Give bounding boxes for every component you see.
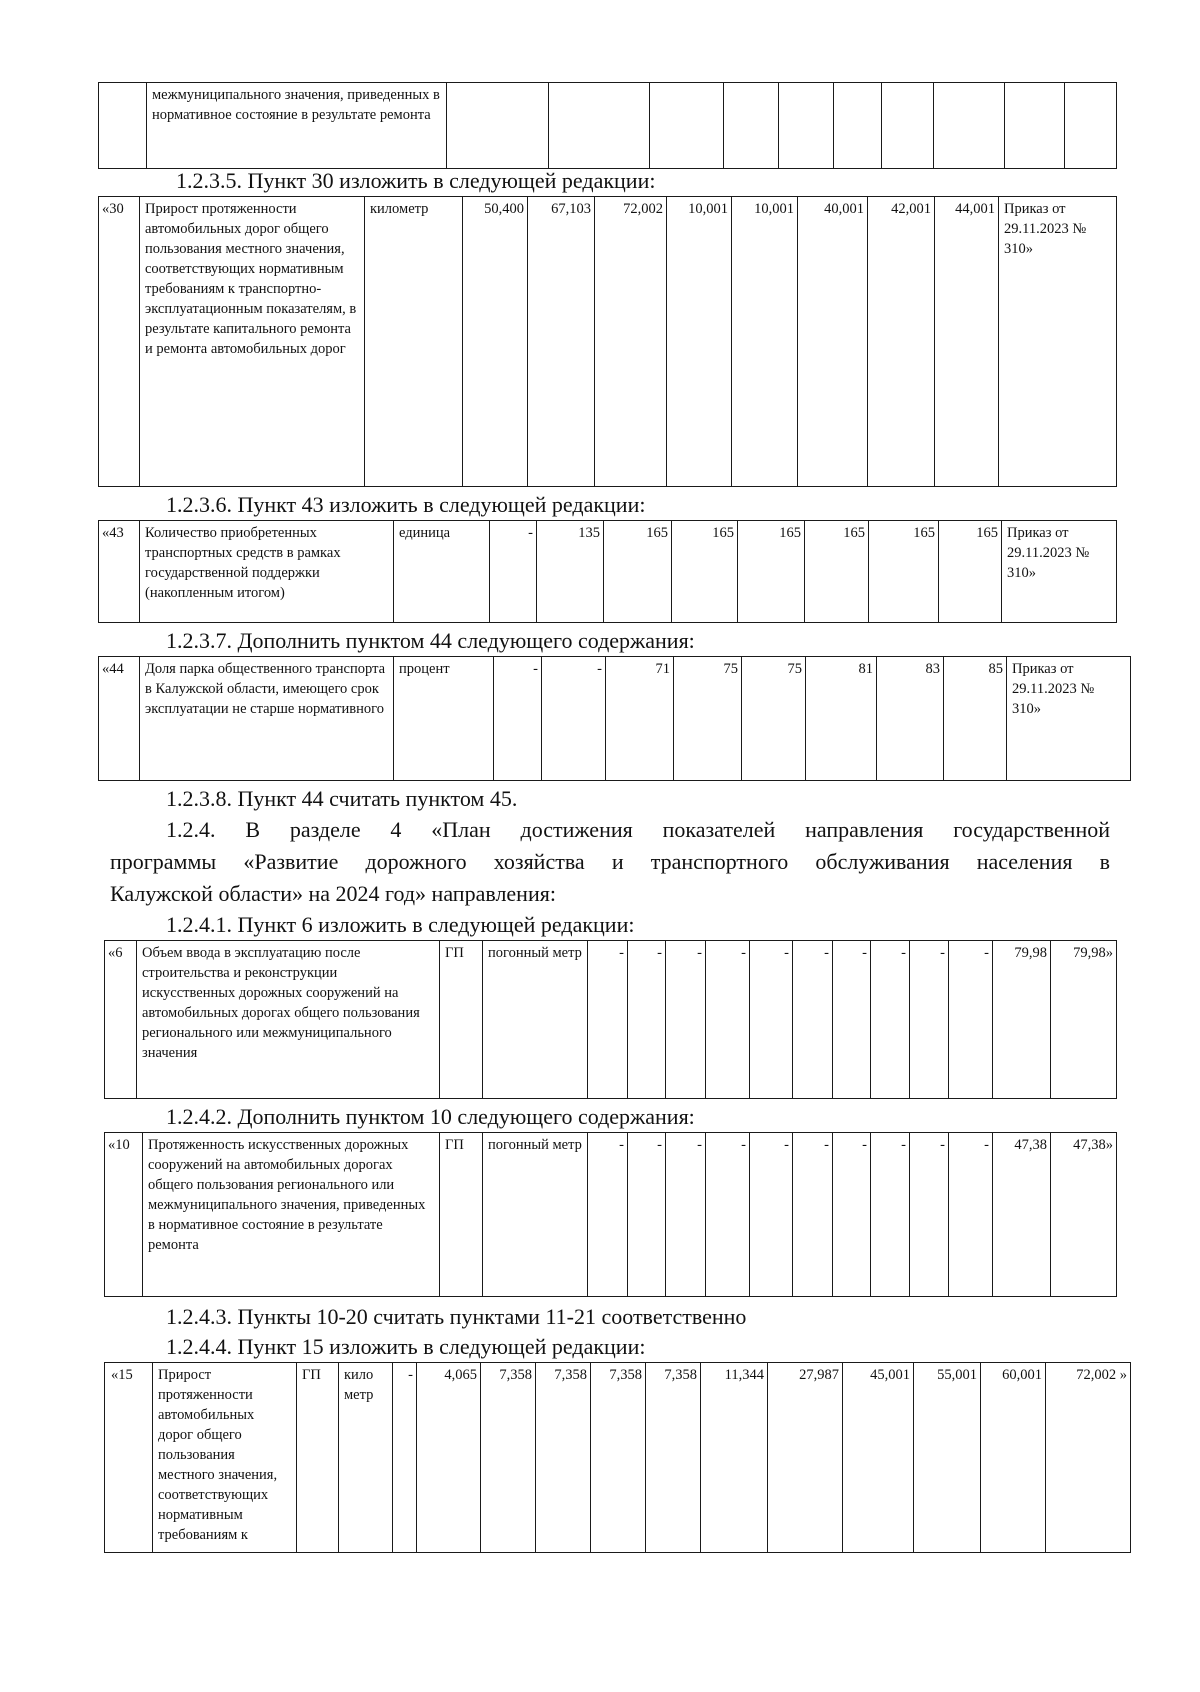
cell-basis: Приказ от 29.11.2023 № 310» xyxy=(1002,521,1117,623)
cell-value: 85 xyxy=(944,657,1007,781)
table-row xyxy=(105,1363,1131,1553)
cell-unit: кило метр xyxy=(339,1363,393,1553)
cell xyxy=(934,83,1005,169)
cell-value: 4,065 xyxy=(417,1363,481,1553)
cell-level: ГП xyxy=(297,1363,339,1553)
cell-value: 10,001 xyxy=(732,197,798,487)
cell-value: - xyxy=(949,941,993,1099)
cell xyxy=(1005,83,1065,169)
cell-value: - xyxy=(628,941,666,1099)
cell-index: «15 xyxy=(105,1363,153,1553)
section-heading: 1.2.3.5. Пункт 30 изложить в следующей редакции: xyxy=(176,168,656,193)
cell-value: 81 xyxy=(806,657,877,781)
cell-value: 79,98 xyxy=(993,941,1051,1099)
cell-value: 165 xyxy=(672,521,738,623)
cell-value: - xyxy=(833,1133,871,1297)
cell-value: 165 xyxy=(939,521,1002,623)
cell-value: 7,358 xyxy=(646,1363,701,1553)
cell-value: 7,358 xyxy=(591,1363,646,1553)
cell-unit: погонный метр xyxy=(483,941,588,1099)
cell xyxy=(549,83,650,169)
paragraph-line: программы «Развитие дорожного хозяйства и транспортного обслуживания населения в xyxy=(110,849,1110,874)
cell-value: 47,38» xyxy=(1051,1133,1117,1297)
cell-value: - xyxy=(588,941,628,1099)
cell xyxy=(882,83,934,169)
paragraph-line: 1.2.4. В разделе 4 «План достижения показателей направления государственной xyxy=(166,817,1110,842)
cell-value: 7,358 xyxy=(481,1363,536,1553)
table-item-43 xyxy=(98,520,1117,623)
section-heading: 1.2.3.7. Дополнить пунктом 44 следующего содержания: xyxy=(166,628,695,653)
cell-value: - xyxy=(666,1133,706,1297)
section-heading: 1.2.4.1. Пункт 6 изложить в следующей редакции: xyxy=(166,912,635,937)
cell-level: ГП xyxy=(440,941,483,1099)
cell-value: - xyxy=(666,941,706,1099)
cell-value: 11,344 xyxy=(701,1363,768,1553)
paragraph-line: Калужской области» на 2024 год» направления: xyxy=(110,881,556,906)
section-heading: 1.2.3.8. Пункт 44 считать пунктом 45. xyxy=(166,786,518,811)
table-row xyxy=(99,657,1131,781)
cell-value: - xyxy=(628,1133,666,1297)
cell-value: 40,001 xyxy=(798,197,868,487)
table-row xyxy=(105,1133,1117,1297)
cell xyxy=(779,83,834,169)
cell-index: «30 xyxy=(99,197,140,487)
cell-value: - xyxy=(793,1133,833,1297)
cell-value: - xyxy=(750,941,793,1099)
cell-value: - xyxy=(871,1133,910,1297)
cell-unit: погонный метр xyxy=(483,1133,588,1297)
cell-index: «43 xyxy=(99,521,140,623)
cell-value: 67,103 xyxy=(528,197,595,487)
cell-indicator: межмуниципального значения, приведенных в нормативное состояние в результате ремонта xyxy=(147,83,447,169)
cell-value: - xyxy=(871,941,910,1099)
table-continuation xyxy=(98,82,1117,169)
cell-value: - xyxy=(750,1133,793,1297)
cell-indicator: Прирост протяженности автомобильных дорог общего пользования местного значения, соответствующих нормативным требованиям к xyxy=(153,1363,297,1553)
table-row xyxy=(99,83,1117,169)
section-heading: 1.2.4.3. Пункты 10-20 считать пунктами 11-21 соответственно xyxy=(166,1304,747,1329)
cell xyxy=(724,83,779,169)
cell-value: 42,001 xyxy=(868,197,935,487)
cell-value: - xyxy=(588,1133,628,1297)
cell-value: 71 xyxy=(606,657,674,781)
section-heading: 1.2.4.2. Дополнить пунктом 10 следующего содержания: xyxy=(166,1104,695,1129)
section-heading: 1.2.4.4. Пункт 15 изложить в следующей редакции: xyxy=(166,1334,646,1359)
cell-indicator: Доля парка общественного транспорта в Калужской области, имеющего срок эксплуатации не старше нормативного xyxy=(140,657,394,781)
cell-value: - xyxy=(833,941,871,1099)
cell-indicator: Прирост протяженности автомобильных дорог общего пользования местного значения, соответствующих нормативным требованиям к транспортно-эксплуатационным показателям, в результате капитального ремонта и ремонта автомобильных дорог xyxy=(140,197,365,487)
cell-basis: Приказ от 29.11.2023 № 310» xyxy=(1007,657,1131,781)
cell xyxy=(650,83,724,169)
cell-value: - xyxy=(542,657,606,781)
table-row xyxy=(99,521,1117,623)
cell-value: 55,001 xyxy=(914,1363,981,1553)
cell-value: 165 xyxy=(604,521,672,623)
cell-value: 27,987 xyxy=(768,1363,843,1553)
cell-indicator: Количество приобретенных транспортных средств в рамках государственной поддержки (накопленным итогом) xyxy=(140,521,394,623)
cell-value: - xyxy=(793,941,833,1099)
table-item-15 xyxy=(104,1362,1131,1553)
cell-indicator: Протяженность искусственных дорожных сооружений на автомобильных дорогах общего пользования регионального или межмуниципального значения, приведенных в нормативное состояние в результате ремонта xyxy=(143,1133,440,1297)
cell-value: 165 xyxy=(805,521,869,623)
cell-value: 75 xyxy=(742,657,806,781)
table-item-44 xyxy=(98,656,1131,781)
cell xyxy=(447,83,549,169)
cell-unit: процент xyxy=(394,657,494,781)
cell-value: 45,001 xyxy=(843,1363,914,1553)
cell-value: - xyxy=(910,1133,949,1297)
cell-value: - xyxy=(393,1363,417,1553)
table-item-6 xyxy=(104,940,1117,1099)
cell-value: - xyxy=(706,941,750,1099)
cell-value: 50,400 xyxy=(463,197,528,487)
cell-unit: километр xyxy=(365,197,463,487)
table-item-10 xyxy=(104,1132,1117,1297)
cell-value: - xyxy=(494,657,542,781)
cell-index: «10 xyxy=(105,1133,143,1297)
cell-value: 165 xyxy=(869,521,939,623)
table-row xyxy=(105,941,1117,1099)
cell-unit: единица xyxy=(394,521,490,623)
cell-value: 44,001 xyxy=(935,197,999,487)
cell-value: - xyxy=(949,1133,993,1297)
cell-indicator: Объем ввода в эксплуатацию после строительства и реконструкции искусственных дорожных сооружений на автомобильных дорогах общего пользования регионального или межмуниципального значения xyxy=(137,941,440,1099)
cell-value: - xyxy=(490,521,537,623)
cell-value: 72,002 xyxy=(595,197,667,487)
cell-value: 75 xyxy=(674,657,742,781)
cell xyxy=(834,83,882,169)
cell-index: «6 xyxy=(105,941,137,1099)
cell-value: 79,98» xyxy=(1051,941,1117,1099)
section-heading: 1.2.3.6. Пункт 43 изложить в следующей редакции: xyxy=(166,492,646,517)
table-item-30 xyxy=(98,196,1117,487)
cell xyxy=(1065,83,1117,169)
cell-value: 47,38 xyxy=(993,1133,1051,1297)
table-row xyxy=(99,197,1117,487)
cell-value: - xyxy=(706,1133,750,1297)
cell-value: 135 xyxy=(537,521,604,623)
cell-index: «44 xyxy=(99,657,140,781)
cell-value: 83 xyxy=(877,657,944,781)
cell-basis: Приказ от 29.11.2023 № 310» xyxy=(999,197,1117,487)
cell xyxy=(99,83,147,169)
cell-value: 165 xyxy=(738,521,805,623)
cell-value: 60,001 xyxy=(981,1363,1046,1553)
cell-value: - xyxy=(910,941,949,1099)
cell-value: 72,002 » xyxy=(1046,1363,1131,1553)
cell-value: 10,001 xyxy=(667,197,732,487)
cell-value: 7,358 xyxy=(536,1363,591,1553)
cell-level: ГП xyxy=(440,1133,483,1297)
body-paragraph xyxy=(110,814,1110,910)
